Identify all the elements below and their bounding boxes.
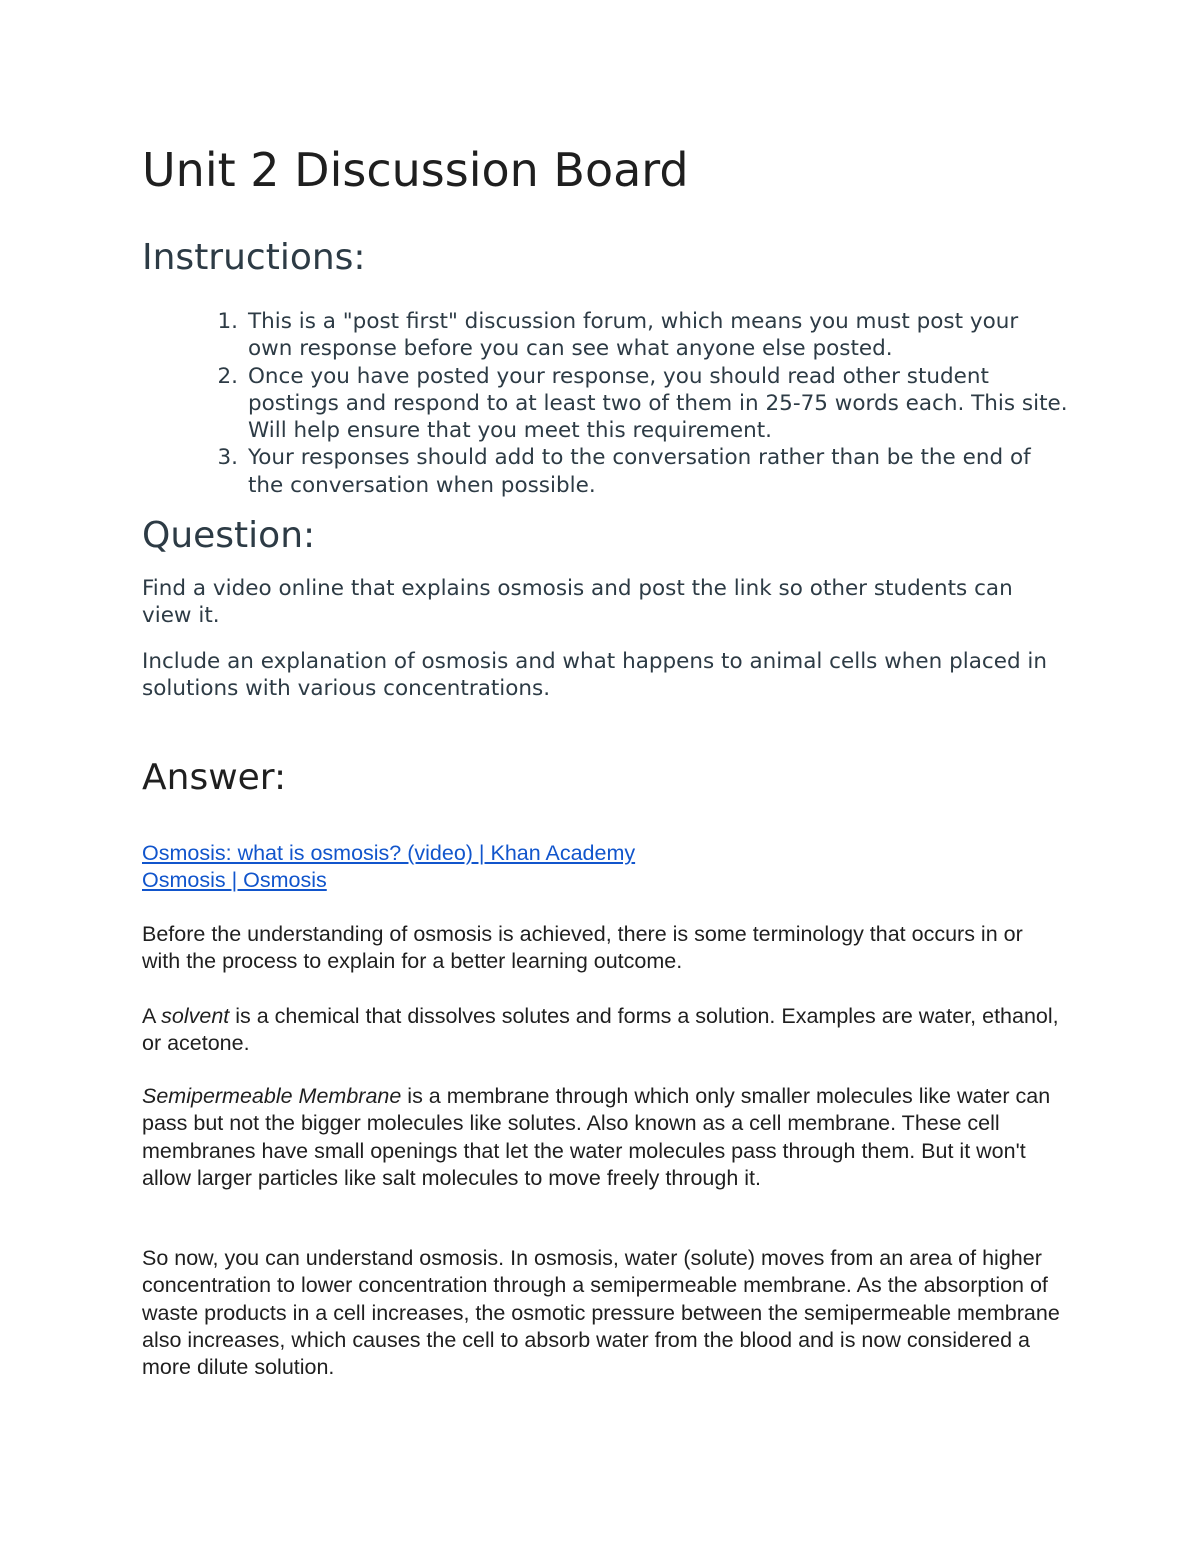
page-title: Unit 2 Discussion Board xyxy=(142,143,689,197)
list-item-number: 2. xyxy=(217,363,238,389)
question-heading: Question: xyxy=(142,515,316,556)
paragraph-solvent xyxy=(142,1003,1062,1058)
solvent-prefix: A xyxy=(142,1004,162,1028)
khan-academy-link[interactable]: Osmosis: what is osmosis? (video) | Khan Academy xyxy=(142,841,636,865)
solvent-term: solvent xyxy=(161,1004,230,1028)
paragraph-semipermeable-membrane xyxy=(142,1083,1062,1192)
membrane-term: Semipermeable Membrane xyxy=(142,1084,402,1108)
list-item-text: This is a "post first" discussion forum, which means you must post your own response before you can see what anyone else posted. xyxy=(248,309,1019,362)
list-item xyxy=(208,308,1068,363)
question-paragraph: Find a video online that explains osmosis and post the link so other students can view it. xyxy=(142,576,1013,629)
answer-links xyxy=(142,840,1062,895)
list-item-number: 3. xyxy=(217,445,238,471)
question-paragraph: Include an explanation of osmosis and what happens to animal cells when placed in solutions with various concentrations. xyxy=(142,649,1048,702)
answer-heading: Answer: xyxy=(142,757,287,798)
list-item-text: Once you have posted your response, you should read other student postings and respond to at least two of them in 25-75 words each. This site. Will help ensure that you meet this requirement. xyxy=(248,363,1068,444)
instructions-heading: Instructions: xyxy=(142,237,366,278)
instructions-list xyxy=(208,308,1068,499)
osmosis-link[interactable]: Osmosis | Osmosis xyxy=(142,868,327,893)
paragraph-terminology-intro: Before the understanding of osmosis is achieved, there is some terminology that occurs in or with the process to explain for a better learning outcome. xyxy=(142,922,1023,974)
list-item-number: 1. xyxy=(217,309,238,334)
paragraph-osmosis-explanation: So now, you can understand osmosis. In osmosis, water (solute) moves from an area of higher concentration to lower concentration through a semipermeable membrane. As the absorption of waste products in a cell increases, the osmotic pressure between the semipermeable membrane also increases, which causes the cell to absorb water from the blood and is now considered a more dilute solution. xyxy=(142,1246,1060,1380)
membrane-definition: is a membrane through which only smaller molecules like water can pass but not the bigger molecules like solutes. Also known as a cell membrane. These cell membranes have small openings that let the water molecules pass through them. But it won't allow larger particles like salt molecules to move freely through it. xyxy=(142,1084,1051,1190)
list-item xyxy=(208,444,1068,499)
list-item xyxy=(208,363,1068,445)
solvent-definition: is a chemical that dissolves solutes and forms a solution. Examples are water, ethanol, or acetone. xyxy=(142,1004,1059,1056)
list-item-text: Your responses should add to the conversation rather than be the end of the conversation when possible. xyxy=(248,445,1031,498)
